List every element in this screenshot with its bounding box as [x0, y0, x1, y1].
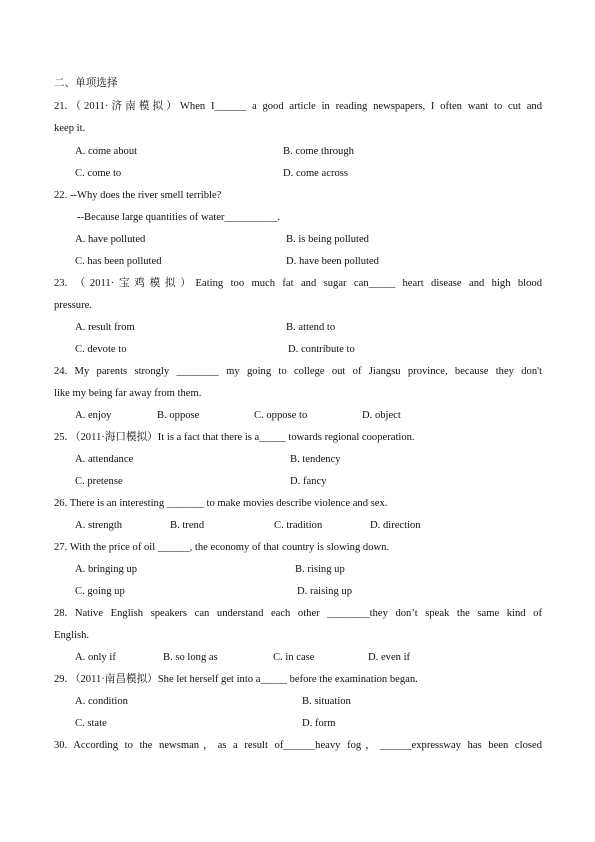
question-24-stem-cont: like my being far away from them.: [54, 388, 202, 399]
question-27-option-b: B. rising up: [295, 564, 345, 575]
question-24-option-c: C. oppose to: [254, 410, 308, 421]
question-23-option-c: C. devote to: [75, 344, 127, 355]
question-23-stem-cont: pressure.: [54, 300, 92, 311]
question-29-stem: 29. （2011·南昌模拟）She let herself get into a_____ before the examination began.: [54, 674, 418, 685]
question-24-stem: 24. My parents strongly ________ my going to college out of Jiangsu province, because they don't: [54, 366, 542, 377]
question-27-option-c: C. going up: [75, 586, 125, 597]
question-23-option-a: A. result from: [75, 322, 135, 333]
question-26-option-b: B. trend: [170, 520, 205, 531]
question-22-option-d: D. have been polluted: [286, 256, 379, 267]
question-25-option-b: B. tendency: [290, 454, 341, 465]
question-29-option-d: D. form: [302, 718, 336, 729]
question-30-stem: 30. According to the newsman，as a result of______heavy fog，______expressway has been closed: [54, 740, 542, 751]
question-22-option-c: C. has been polluted: [75, 256, 162, 267]
question-21-option-b: B. come through: [283, 146, 354, 157]
question-24-option-d: D. object: [362, 410, 401, 421]
question-25-option-a: A. attendance: [75, 454, 134, 465]
question-21-option-a: A. come about: [75, 146, 138, 157]
question-22-option-b: B. is being polluted: [286, 234, 369, 245]
question-27-option-d: D. raising up: [297, 586, 353, 597]
question-23-option-b: B. attend to: [286, 322, 336, 333]
question-21-stem-cont: keep it.: [54, 123, 86, 134]
question-28-stem-cont: English.: [54, 630, 90, 641]
question-28-option-d: D. even if: [368, 652, 411, 663]
question-26-stem: 26. There is an interesting _______ to make movies describe violence and sex.: [54, 498, 388, 509]
question-22-stem-cont: --Because large quantities of water__________.: [77, 212, 281, 223]
question-25-option-d: D. fancy: [290, 476, 327, 487]
question-26-option-a: A. strength: [75, 520, 123, 531]
question-26-option-c: C. tradition: [274, 520, 323, 531]
question-27-option-a: A. bringing up: [75, 564, 138, 575]
question-21-option-c: C. come to: [75, 168, 122, 179]
question-28-stem: 28. Native English speakers can understand each other ________they don’t speak the same kind of: [54, 608, 542, 619]
question-22-option-a: A. have polluted: [75, 234, 146, 245]
question-25-stem: 25. （2011·海口模拟）It is a fact that there is a_____ towards regional cooperation.: [54, 432, 415, 443]
question-28-option-c: C. in case: [273, 652, 315, 663]
question-28-option-b: B. so long as: [163, 652, 218, 663]
section-title: 二、单项选择: [54, 78, 118, 89]
question-24-option-a: A. enjoy: [75, 410, 112, 421]
question-24-option-b: B. oppose: [157, 410, 200, 421]
question-23-option-d: D. contribute to: [288, 344, 355, 355]
question-22-stem: 22. --Why does the river smell terrible?: [54, 190, 222, 201]
question-21-option-d: D. come across: [283, 168, 349, 179]
question-21-stem: 21.（2011·济南模拟）When I______ a good article in reading newspapers, I often want to cut and: [54, 101, 542, 112]
question-29-option-c: C. state: [75, 718, 107, 729]
question-29-option-a: A. condition: [75, 696, 128, 707]
question-28-option-a: A. only if: [75, 652, 116, 663]
question-29-option-b: B. situation: [302, 696, 351, 707]
question-23-stem: 23. （2011·宝鸡模拟）Eating too much fat and sugar can_____ heart disease and high blood: [54, 278, 542, 289]
question-27-stem: 27. With the price of oil ______, the economy of that country is slowing down.: [54, 542, 390, 553]
question-26-option-d: D. direction: [370, 520, 421, 531]
question-25-option-c: C. pretense: [75, 476, 123, 487]
